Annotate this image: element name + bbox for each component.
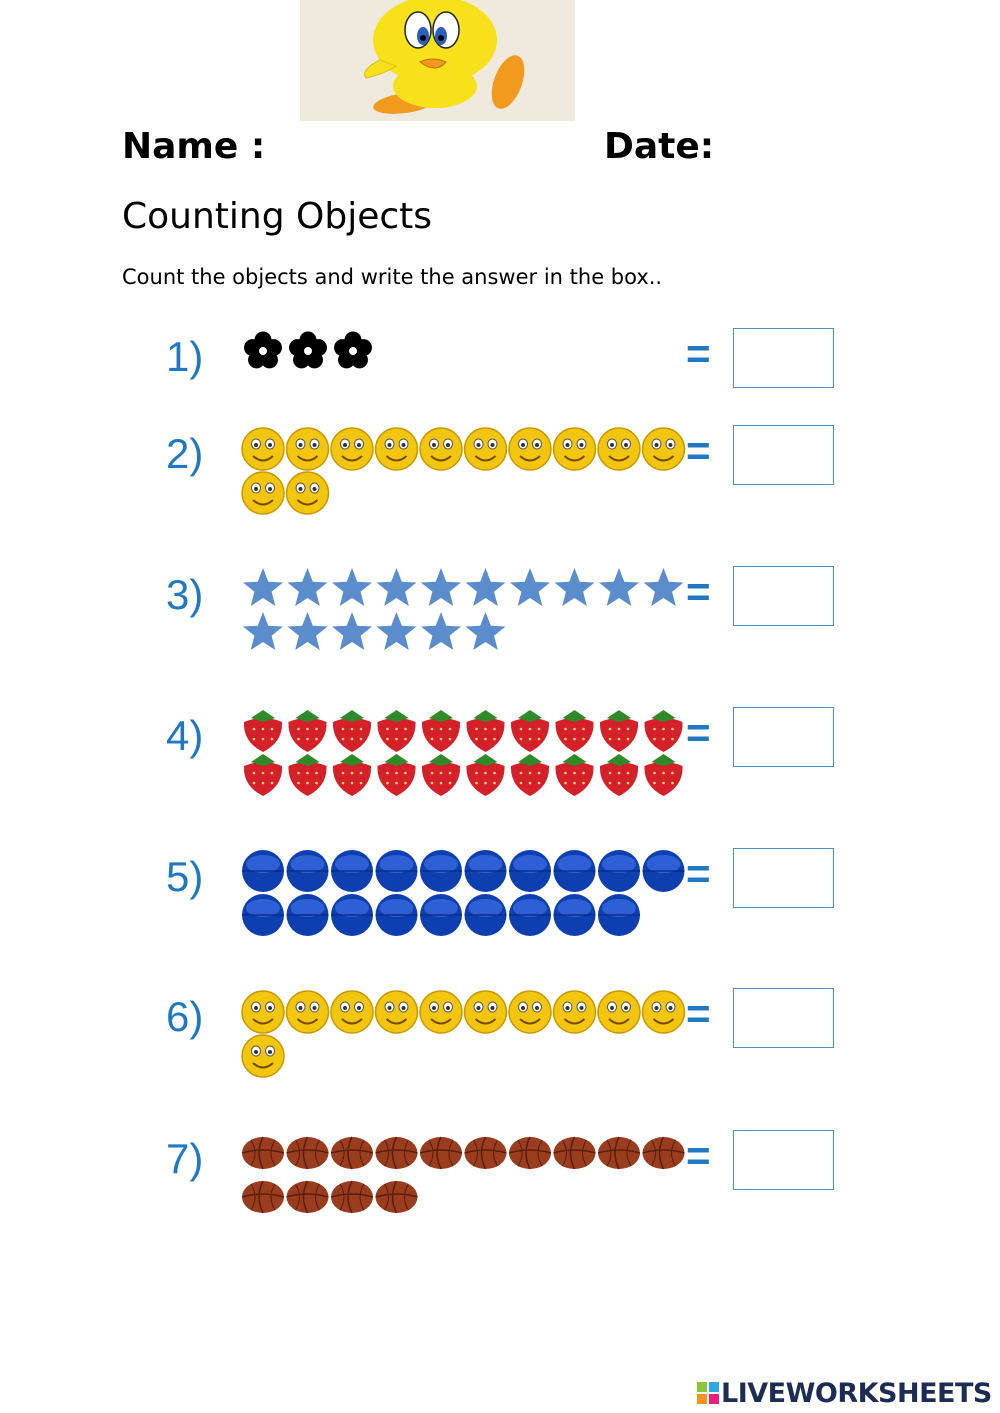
equals-sign: = — [686, 709, 711, 756]
tweety-bird-image — [300, 0, 575, 121]
blue-ball-icon — [287, 894, 329, 936]
basketball-icon — [554, 1137, 596, 1169]
star-icon — [377, 568, 417, 606]
flower-icon — [244, 332, 282, 369]
strawberry-icon — [555, 710, 593, 752]
blue-ball-icon — [465, 894, 507, 936]
blue-ball-icon — [376, 850, 418, 892]
blue-ball-items — [240, 847, 690, 939]
equals-sign: = — [686, 427, 711, 474]
flower-icon — [334, 332, 372, 369]
star-icon — [288, 568, 328, 606]
flower-icon — [289, 332, 327, 369]
smiley-icon — [420, 991, 462, 1033]
smiley-icon — [465, 428, 507, 470]
smiley-icon — [643, 991, 685, 1033]
smiley-items — [240, 425, 690, 517]
basketball-icon — [376, 1181, 418, 1213]
date-label: Date: — [604, 126, 715, 167]
question-number: 1) — [166, 333, 204, 380]
question-number: 4) — [166, 712, 204, 759]
basketball-icon — [598, 1137, 640, 1169]
strawberry-icon — [377, 710, 415, 752]
blue-ball-icon — [509, 894, 551, 936]
answer-box-5[interactable] — [733, 848, 834, 908]
question-number: 7) — [166, 1135, 204, 1182]
blue-ball-icon — [554, 850, 596, 892]
equals-sign: = — [686, 330, 711, 377]
blue-ball-icon — [331, 894, 373, 936]
equals-sign: = — [686, 990, 711, 1037]
smiley-icon — [643, 428, 685, 470]
answer-box-4[interactable] — [733, 707, 834, 767]
star-icon — [421, 612, 461, 650]
smiley-icon — [331, 428, 373, 470]
strawberry-icon — [600, 754, 638, 796]
strawberry-icon — [333, 754, 371, 796]
basketball-items — [240, 1129, 690, 1221]
basketball-icon — [287, 1181, 329, 1213]
smiley-items — [240, 988, 690, 1080]
name-label: Name : — [122, 126, 266, 167]
basketball-icon — [465, 1137, 507, 1169]
equals-sign: = — [686, 1132, 711, 1179]
liveworksheets-logo-icon — [697, 1382, 719, 1404]
strawberry-icon — [288, 710, 326, 752]
star-icon — [466, 612, 506, 650]
basketball-icon — [643, 1137, 685, 1169]
strawberry-icon — [244, 710, 282, 752]
smiley-icon — [509, 991, 551, 1033]
smiley-icon — [287, 472, 329, 514]
star-icon — [288, 612, 328, 650]
star-icon — [466, 568, 506, 606]
answer-box-7[interactable] — [733, 1130, 834, 1190]
star-icon — [510, 568, 550, 606]
smiley-icon — [376, 428, 418, 470]
strawberry-icon — [466, 710, 504, 752]
basketball-icon — [509, 1137, 551, 1169]
question-number: 5) — [166, 853, 204, 900]
blue-ball-icon — [331, 850, 373, 892]
smiley-icon — [554, 991, 596, 1033]
answer-box-2[interactable] — [733, 425, 834, 485]
strawberry-icon — [644, 754, 682, 796]
answer-box-1[interactable] — [733, 328, 834, 388]
blue-ball-icon — [465, 850, 507, 892]
question-number: 2) — [166, 430, 204, 477]
smiley-icon — [287, 991, 329, 1033]
smiley-icon — [465, 991, 507, 1033]
blue-ball-icon — [242, 850, 284, 892]
strawberry-icon — [511, 754, 549, 796]
equals-sign: = — [686, 568, 711, 615]
star-items — [240, 565, 690, 657]
star-icon — [644, 568, 684, 606]
strawberry-icon — [377, 754, 415, 796]
smiley-icon — [242, 1035, 284, 1077]
strawberry-icon — [288, 754, 326, 796]
liveworksheets-watermark — [697, 1376, 992, 1410]
star-icon — [421, 568, 461, 606]
smiley-icon — [420, 428, 462, 470]
basketball-icon — [331, 1181, 373, 1213]
blue-ball-icon — [420, 894, 462, 936]
answer-box-6[interactable] — [733, 988, 834, 1048]
strawberry-items — [240, 706, 690, 798]
star-icon — [332, 612, 372, 650]
strawberry-icon — [600, 710, 638, 752]
question-number: 6) — [166, 993, 204, 1040]
blue-ball-icon — [420, 850, 462, 892]
strawberry-icon — [466, 754, 504, 796]
star-icon — [599, 568, 639, 606]
blue-ball-icon — [287, 850, 329, 892]
smiley-icon — [242, 991, 284, 1033]
basketball-icon — [331, 1137, 373, 1169]
smiley-icon — [509, 428, 551, 470]
strawberry-icon — [244, 754, 282, 796]
smiley-icon — [242, 428, 284, 470]
star-icon — [243, 612, 283, 650]
worksheet-title: Counting Objects — [122, 196, 433, 237]
smiley-icon — [376, 991, 418, 1033]
star-icon — [377, 612, 417, 650]
strawberry-icon — [422, 710, 460, 752]
question-number: 3) — [166, 571, 204, 618]
strawberry-icon — [422, 754, 460, 796]
smiley-icon — [287, 428, 329, 470]
flower-items — [240, 327, 690, 377]
watermark-text: LIVEWORKSHEETS — [721, 1377, 992, 1409]
strawberry-icon — [333, 710, 371, 752]
basketball-icon — [376, 1137, 418, 1169]
strawberry-icon — [644, 710, 682, 752]
basketball-icon — [242, 1181, 284, 1213]
basketball-icon — [420, 1137, 462, 1169]
blue-ball-icon — [598, 850, 640, 892]
equals-sign: = — [686, 850, 711, 897]
blue-ball-icon — [643, 850, 685, 892]
basketball-icon — [242, 1137, 284, 1169]
smiley-icon — [598, 428, 640, 470]
strawberry-icon — [555, 754, 593, 796]
strawberry-icon — [511, 710, 549, 752]
blue-ball-icon — [242, 894, 284, 936]
blue-ball-icon — [376, 894, 418, 936]
smiley-icon — [242, 472, 284, 514]
blue-ball-icon — [554, 894, 596, 936]
blue-ball-icon — [509, 850, 551, 892]
star-icon — [555, 568, 595, 606]
instructions: Count the objects and write the answer in the box.. — [122, 265, 663, 289]
smiley-icon — [554, 428, 596, 470]
star-icon — [243, 568, 283, 606]
blue-ball-icon — [598, 894, 640, 936]
star-icon — [332, 568, 372, 606]
smiley-icon — [331, 991, 373, 1033]
smiley-icon — [598, 991, 640, 1033]
basketball-icon — [287, 1137, 329, 1169]
answer-box-3[interactable] — [733, 566, 834, 626]
